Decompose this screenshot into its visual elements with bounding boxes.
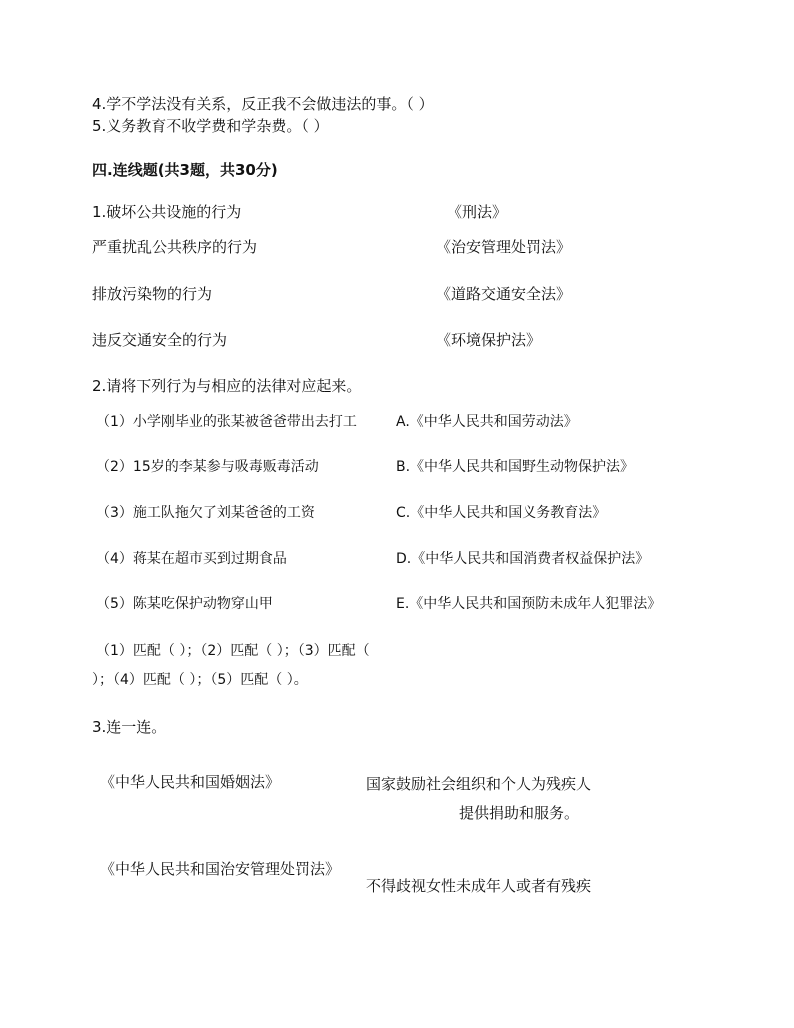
q2-right-item: E.《中华人民共和国预防未成年人犯罪法》 bbox=[396, 596, 662, 612]
q2-right-item: A.《中华人民共和国劳动法》 bbox=[396, 414, 578, 430]
question-4: 4.学不学法没有关系，反正我不会做违法的事。（ ） bbox=[92, 95, 434, 113]
q2-right-item: B.《中华人民共和国野生动物保护法》 bbox=[396, 459, 635, 475]
q2-left-item: （5）陈某吃保护动物穿山甲 bbox=[96, 596, 273, 612]
q2-left-item: （3）施工队拖欠了刘某爸爸的工资 bbox=[96, 505, 315, 521]
q1-left-item: 违反交通安全的行为 bbox=[92, 331, 228, 349]
q3-right-item: 提供捐助和服务。 bbox=[459, 804, 580, 822]
q3-right-item: 国家鼓励社会组织和个人为残疾人 bbox=[366, 775, 592, 793]
q1-left-item: 1.破坏公共设施的行为 bbox=[92, 203, 242, 221]
question-5: 5.义务教育不收学费和学杂费。（ ） bbox=[92, 117, 329, 135]
q3-left-item: 《中华人民共和国婚姻法》 bbox=[100, 773, 281, 791]
q1-right-item: 《刑法》 bbox=[447, 203, 508, 221]
q3-right-item: 不得歧视女性未成年人或者有残疾 bbox=[366, 877, 592, 895]
q1-left-item: 排放污染物的行为 bbox=[92, 285, 213, 303]
q1-right-item: 《环境保护法》 bbox=[436, 331, 542, 349]
q2-answer-line: （1）匹配（ ）；（2）匹配（ ）；（3）匹配（ bbox=[96, 643, 370, 659]
q2-answer-line: ）；（4）匹配（ ）；（5）匹配（ ）。 bbox=[92, 672, 308, 688]
q1-left-item: 严重扰乱公共秩序的行为 bbox=[92, 238, 258, 256]
q3-prompt: 3.连一连。 bbox=[92, 718, 167, 736]
q2-left-item: （2）15岁的李某参与吸毒贩毒活动 bbox=[96, 459, 319, 475]
q2-left-item: （4）蒋某在超市买到过期食品 bbox=[96, 551, 287, 567]
q1-right-item: 《道路交通安全法》 bbox=[436, 285, 572, 303]
q1-right-item: 《治安管理处罚法》 bbox=[436, 238, 572, 256]
q2-right-item: D.《中华人民共和国消费者权益保护法》 bbox=[396, 551, 650, 567]
q2-left-item: （1）小学刚毕业的张某被爸爸带出去打工 bbox=[96, 414, 357, 430]
q3-left-item: 《中华人民共和国治安管理处罚法》 bbox=[100, 860, 341, 878]
q2-right-item: C.《中华人民共和国义务教育法》 bbox=[396, 505, 607, 521]
q2-prompt: 2.请将下列行为与相应的法律对应起来。 bbox=[92, 377, 362, 395]
section-heading: 四.连线题(共3题，共30分) bbox=[92, 161, 278, 179]
